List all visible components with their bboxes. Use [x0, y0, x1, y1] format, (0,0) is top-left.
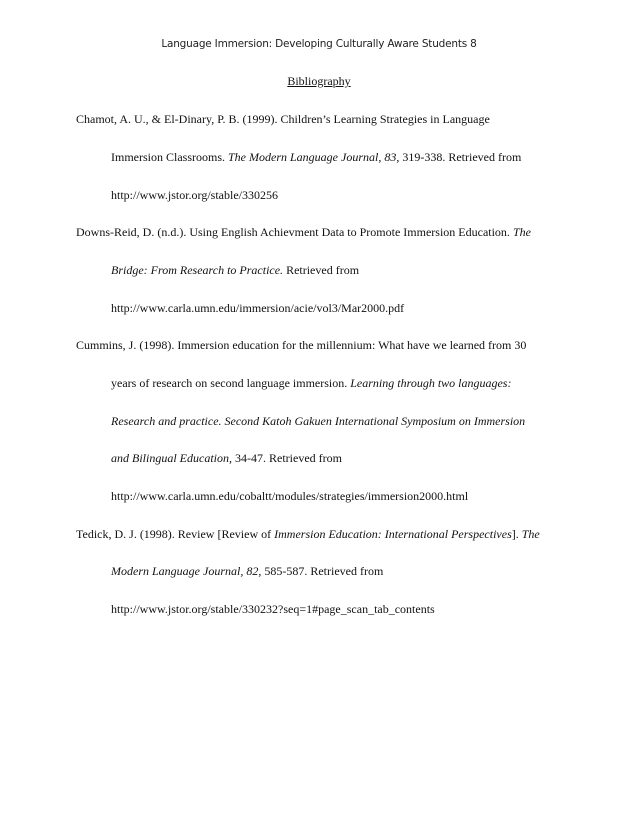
book-title: Research and practice. Second Katoh Gakuen International Symposium on Immersion	[111, 414, 526, 428]
journal-title: The Modern Language Journal, 83	[228, 150, 397, 164]
citation-text: Retrieved from	[283, 263, 360, 277]
citation-line	[76, 112, 490, 127]
citation-text: Immersion Classrooms.	[111, 150, 228, 164]
citation-text: Cummins, J. (1998). Immersion education for the millennium: What have we learned from 30	[76, 338, 527, 352]
journal-title: The	[512, 225, 531, 239]
citation-text: years of research on second language immersion.	[111, 376, 351, 390]
url-text[interactable]: http://www.jstor.org/stable/330232?seq=1#page_scan_tab_contents	[111, 602, 435, 616]
book-title: and Bilingual Education,	[111, 451, 232, 465]
page-title: Bibliography	[287, 74, 351, 88]
citation-text: , 585-587. Retrieved from	[258, 564, 384, 578]
citation-text: 34-47. Retrieved from	[232, 451, 342, 465]
citation-text: Downs-Reid, D. (n.d.). Using English Achievment Data to Promote Immersion Education.	[76, 225, 513, 239]
citation-line	[76, 338, 526, 353]
citation-url-link[interactable]	[111, 602, 435, 617]
citation-line	[111, 564, 383, 579]
journal-title: Modern Language Journal, 82	[111, 564, 259, 578]
citation-url-link[interactable]	[111, 188, 278, 203]
citation-line	[76, 225, 531, 240]
citation-url-link[interactable]	[111, 301, 404, 316]
book-title: Learning through two languages:	[350, 376, 512, 390]
running-head: Language Immersion: Developing Culturally Aware Students 8	[161, 38, 477, 50]
journal-title: Bridge: From Research to Practice.	[111, 263, 284, 277]
book-title: Immersion Education: International Perspectives	[274, 527, 512, 541]
citation-line	[111, 263, 359, 278]
url-text[interactable]: http://www.jstor.org/stable/330256	[111, 188, 278, 202]
citation-line	[111, 451, 342, 466]
citation-text: ].	[511, 527, 522, 541]
citation-text: , 319-338. Retrieved from	[396, 150, 522, 164]
citation-text: Tedick, D. J. (1998). Review [Review of	[76, 527, 275, 541]
citation-line	[111, 414, 525, 429]
citation-line	[111, 150, 521, 165]
url-text[interactable]: http://www.carla.umn.edu/immersion/acie/vol3/Mar2000.pdf	[111, 301, 405, 315]
citation-line	[76, 527, 540, 542]
citation-line	[111, 376, 511, 391]
citation-text: Chamot, A. U., & El-Dinary, P. B. (1999). Children’s Learning Strategies in Language	[76, 112, 490, 126]
url-text[interactable]: http://www.carla.umn.edu/cobaltt/modules/strategies/immersion2000.html	[111, 489, 469, 503]
citation-url-link[interactable]	[111, 489, 468, 504]
journal-title: The	[521, 527, 540, 541]
